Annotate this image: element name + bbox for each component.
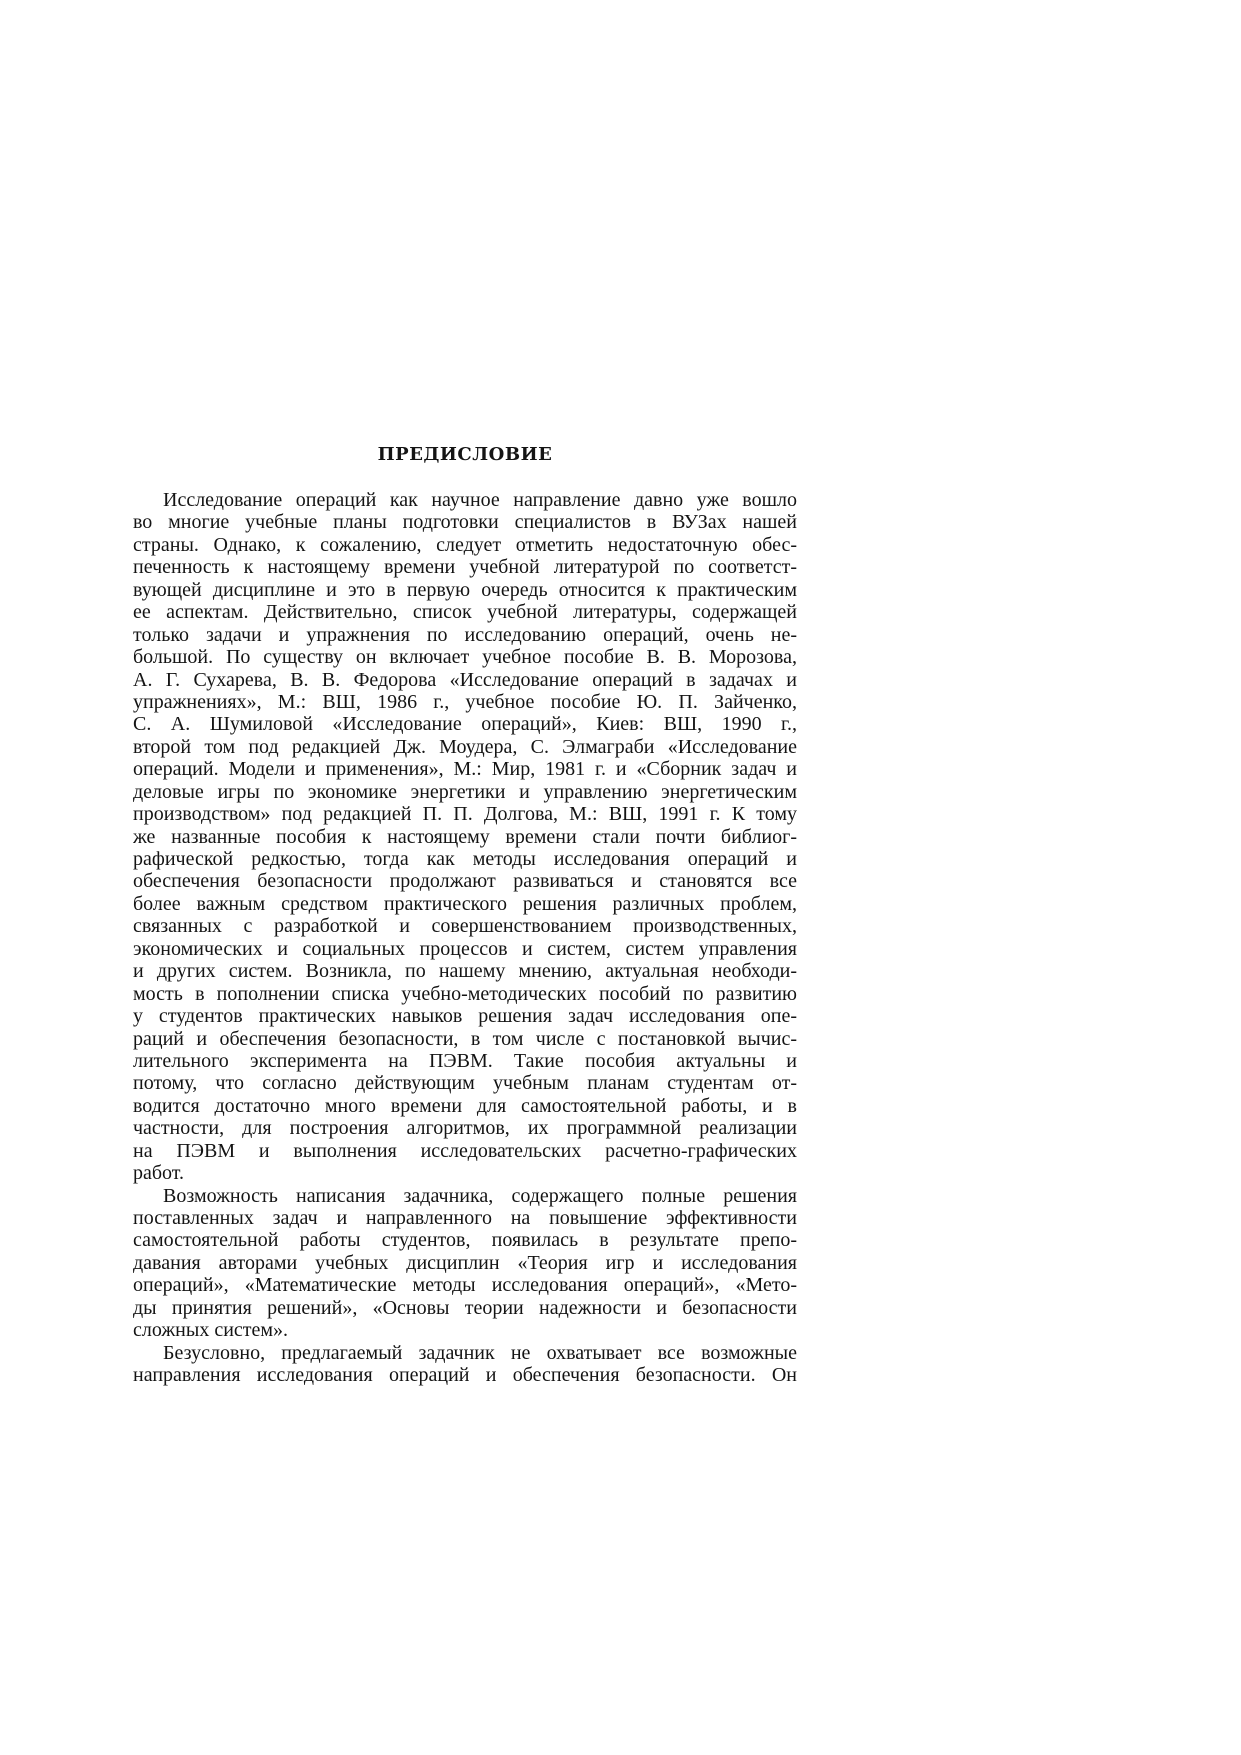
paragraph-line: ее аспектам. Действительно, список учебной литературы, содержащей xyxy=(133,601,797,624)
paragraph-line: обеспечения безопасности продолжают развиваться и становятся все xyxy=(133,870,797,893)
paragraph-line: давания авторами учебных дисциплин «Теория игр и исследования xyxy=(133,1251,797,1274)
section-heading: ПРЕДИСЛОВИЕ xyxy=(377,444,553,465)
paragraph-line: связанных с разработкой и совершенствованием производственных, xyxy=(133,915,797,938)
paragraph-line: А. Г. Сухарева, В. В. Федорова «Исследование операций в задачах и xyxy=(133,668,797,691)
paragraph-line: только задачи и упражнения по исследованию операций, очень не- xyxy=(133,623,797,646)
paragraph-line: рафической редкостью, тогда как методы исследования операций и xyxy=(133,848,797,870)
paragraph-line: печенность к настоящему времени учебной литературой по соответст- xyxy=(133,556,797,579)
paragraph-line: мость в пополнении списка учебно-методических пособий по развитию xyxy=(133,982,797,1005)
paragraph-line: раций и обеспечения безопасности, в том числе с постановкой вычис- xyxy=(133,1027,797,1050)
paragraph-line: деловые игры по экономике энергетики и управлению энергетическим xyxy=(133,780,797,803)
paragraph-line: на ПЭВМ и выполнения исследовательских расчетно-графических xyxy=(133,1139,797,1162)
paragraph-line: экономических и социальных процессов и систем, систем управления xyxy=(133,937,797,960)
paragraph-line: С. А. Шумиловой «Исследование операций», Киев: ВШ, 1990 г., xyxy=(133,713,797,736)
paragraph-line: частности, для построения алгоритмов, их программной реализации xyxy=(133,1117,797,1140)
paragraph-line: лительного эксперимента на ПЭВМ. Такие пособия актуальны и xyxy=(133,1049,797,1072)
paragraph-line: вующей дисциплине и это в первую очередь относится к практическим xyxy=(133,578,797,601)
paragraph-line: Безусловно, предлагаемый задачник не охватывает все возможные xyxy=(163,1341,797,1364)
paragraph-line: страны. Однако, к сожалению, следует отметить недостаточную обес- xyxy=(133,533,797,556)
paragraph-line: же названные пособия к настоящему времени стали почти библиог- xyxy=(133,825,797,848)
paragraph-line: операций. Модели и применения», М.: Мир, 1981 г. и «Сборник задач и xyxy=(133,758,797,781)
paragraph-line: Исследование операций как научное направление давно уже вошло xyxy=(163,489,797,511)
paragraph-line: ды принятия решений», «Основы теории надежности и безопасности xyxy=(133,1296,797,1319)
paragraph-line: более важным средством практического решения различных проблем, xyxy=(133,892,797,915)
paragraph-line: второй том под редакцией Дж. Моудера, С. Элмаграби «Исследование xyxy=(133,735,797,758)
paragraph-line: поставленных задач и направленного на повышение эффективности xyxy=(133,1207,797,1229)
paragraph-line: во многие учебные планы подготовки специалистов в ВУЗах нашей xyxy=(133,511,797,534)
paragraph-line: производством» под редакцией П. П. Долгова, М.: ВШ, 1991 г. К тому xyxy=(133,803,797,826)
paragraph-line: большой. По существу он включает учебное пособие В. В. Морозова, xyxy=(133,646,797,669)
paragraph-line: сложных систем». xyxy=(133,1319,289,1342)
paragraph-line: водится достаточно много времени для самостоятельной работы, и в xyxy=(133,1094,797,1117)
paragraph-line: потому, что согласно действующим учебным планам студентам от- xyxy=(133,1072,797,1095)
paragraph-line: операций», «Математические методы исследования операций», «Мето- xyxy=(133,1274,797,1297)
paragraph-line: работ. xyxy=(133,1162,185,1185)
body-text xyxy=(133,489,797,1387)
paragraph-line: и других систем. Возникла, по нашему мнению, актуальная необходи- xyxy=(133,960,797,983)
paragraph-line: самостоятельной работы студентов, появилась в результате препо- xyxy=(133,1229,797,1252)
paragraph-line: Возможность написания задачника, содержащего полные решения xyxy=(163,1184,797,1207)
paragraph-line: упражнениях», М.: ВШ, 1986 г., учебное пособие Ю. П. Зайченко, xyxy=(133,690,797,713)
paragraph-line: направления исследования операций и обеспечения безопасности. Он xyxy=(133,1364,797,1387)
paragraph-line: у студентов практических навыков решения задач исследования опе- xyxy=(133,1005,797,1028)
